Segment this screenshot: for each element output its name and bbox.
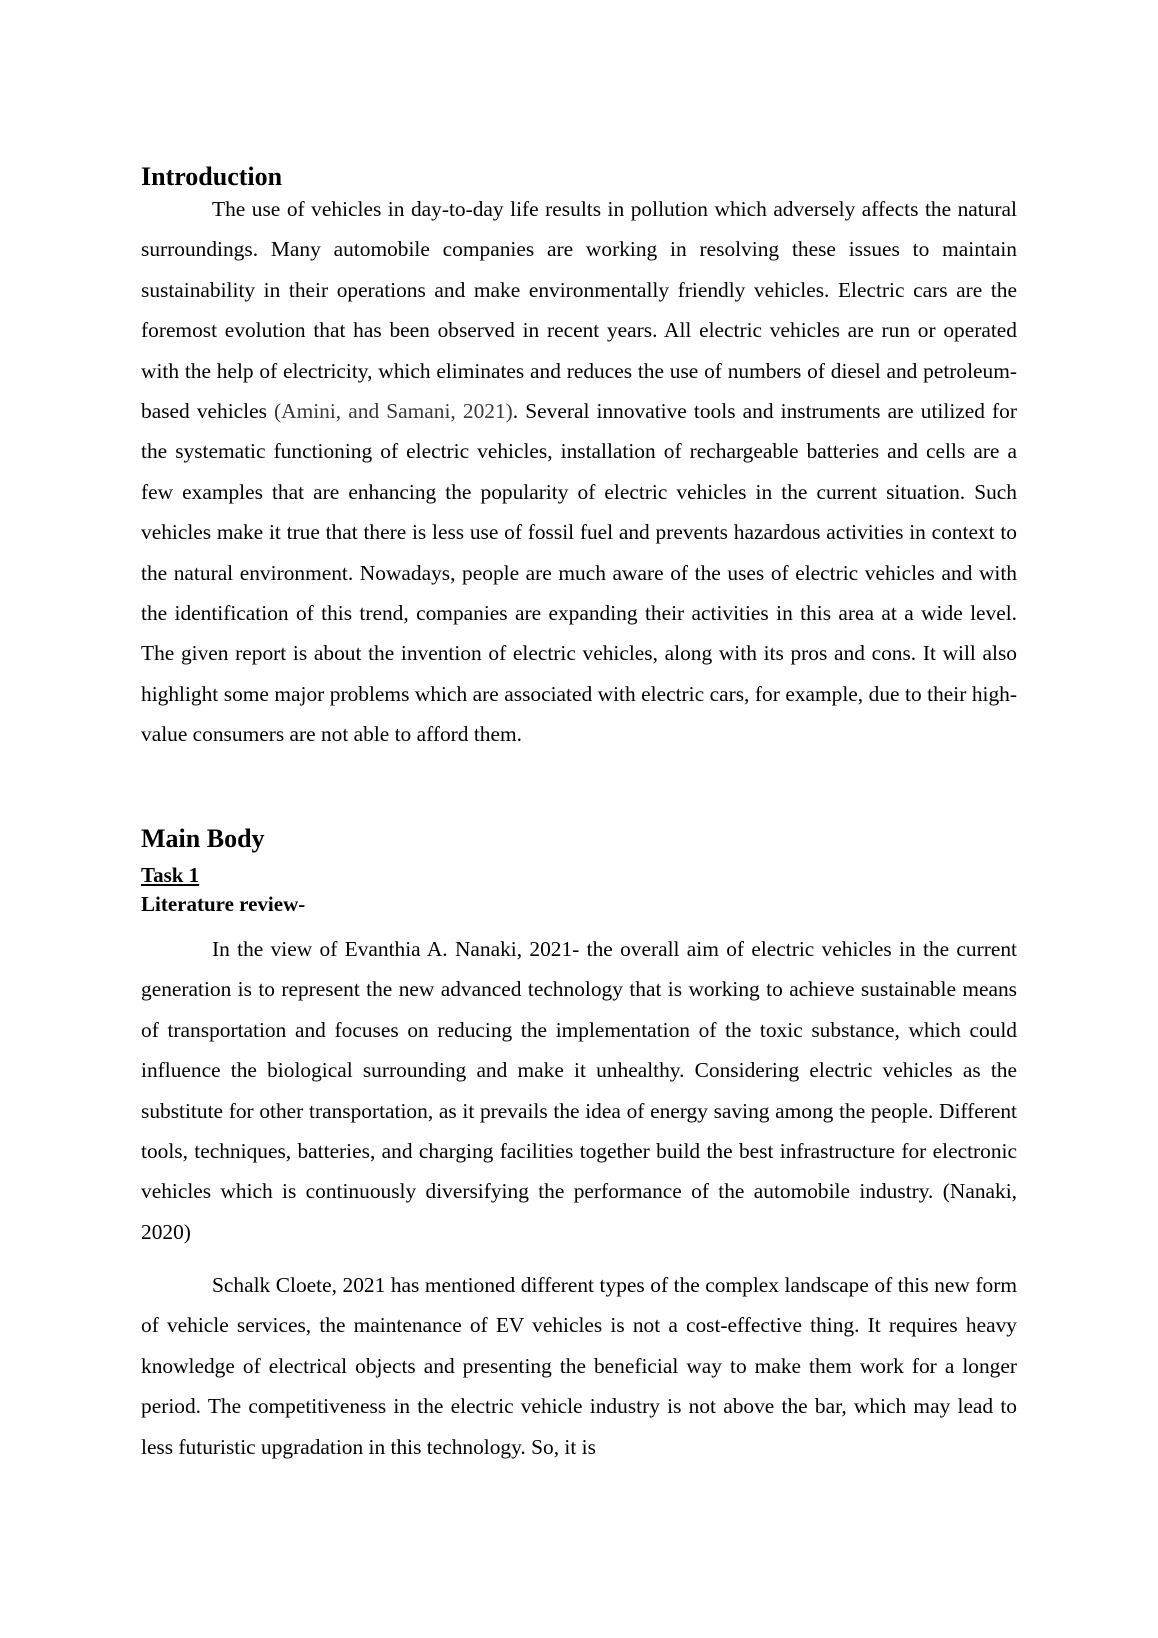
literature-review-paragraph-nanaki: In the view of Evanthia A. Nanaki, 2021- the overall aim of electric vehicles in the current generation is to represent the new advanced technology that is working to achieve sustainable means of transportation and focuses on reducing the implementation of the toxic substance, which could influence the biological surrounding and make it unhealthy. Considering electric vehicles as the substitute for other transportation, as it prevails the idea of energy saving among the people. Different tools, techniques, batteries, and charging facilities together build the best infrastructure for electronic vehicles which is continuously diversifying the performance of the automobile industry. (Nanaki, 2020) <box>141 937 1017 1244</box>
introduction-paragraph <box>141 189 1017 755</box>
citation-amini-samani: (Amini, and Samani, 2021) <box>274 399 513 424</box>
introduction-text-after-citation: . Several innovative tools and instruments are utilized for the systematic functioning of electric vehicles, installation of rechargeable batteries and cells are a few examples that are enhancing the popularity of electric vehicles in the current situation. Such vehicles make it true that there is less use of fossil fuel and prevents hazardous activities in context to the natural environment. Nowadays, people are much aware of the uses of electric vehicles and with the identification of this trend, companies are expanding their activities in this area at a wide level. The given report is about the invention of electric vehicles, along with its pros and cons. It will also highlight some major problems which are associated with electric cars, for example, due to their high-value consumers are not able to afford them. <box>141 399 1017 747</box>
literature-review-paragraph-cloete: Schalk Cloete, 2021 has mentioned different types of the complex landscape of this new form of vehicle services, the maintenance of EV vehicles is not a cost-effective thing. It requires heavy knowledge of electrical objects and presenting the beneficial way to make them work for a longer period. The competitiveness in the electric vehicle industry is not above the bar, which may lead to less futuristic upgradation in this technology. So, it is <box>141 1273 1017 1459</box>
subheading-task-1: Task 1 <box>141 863 200 887</box>
section-heading-introduction: Introduction <box>141 162 283 191</box>
introduction-text-before-citation: The use of vehicles in day-to-day life results in pollution which adversely affects the natural surroundings. Many automobile companies are working in resolving these issues to maintain sustainability in their operations and make environmentally friendly vehicles. Electric cars are the foremost evolution that has been observed in recent years. All electric vehicles are run or operated with the help of electricity, which eliminates and reduces the use of numbers of diesel and petroleum-based vehicles <box>141 197 1017 424</box>
subheading-literature-review: Literature review- <box>141 892 306 916</box>
section-heading-main-body: Main Body <box>141 824 265 853</box>
